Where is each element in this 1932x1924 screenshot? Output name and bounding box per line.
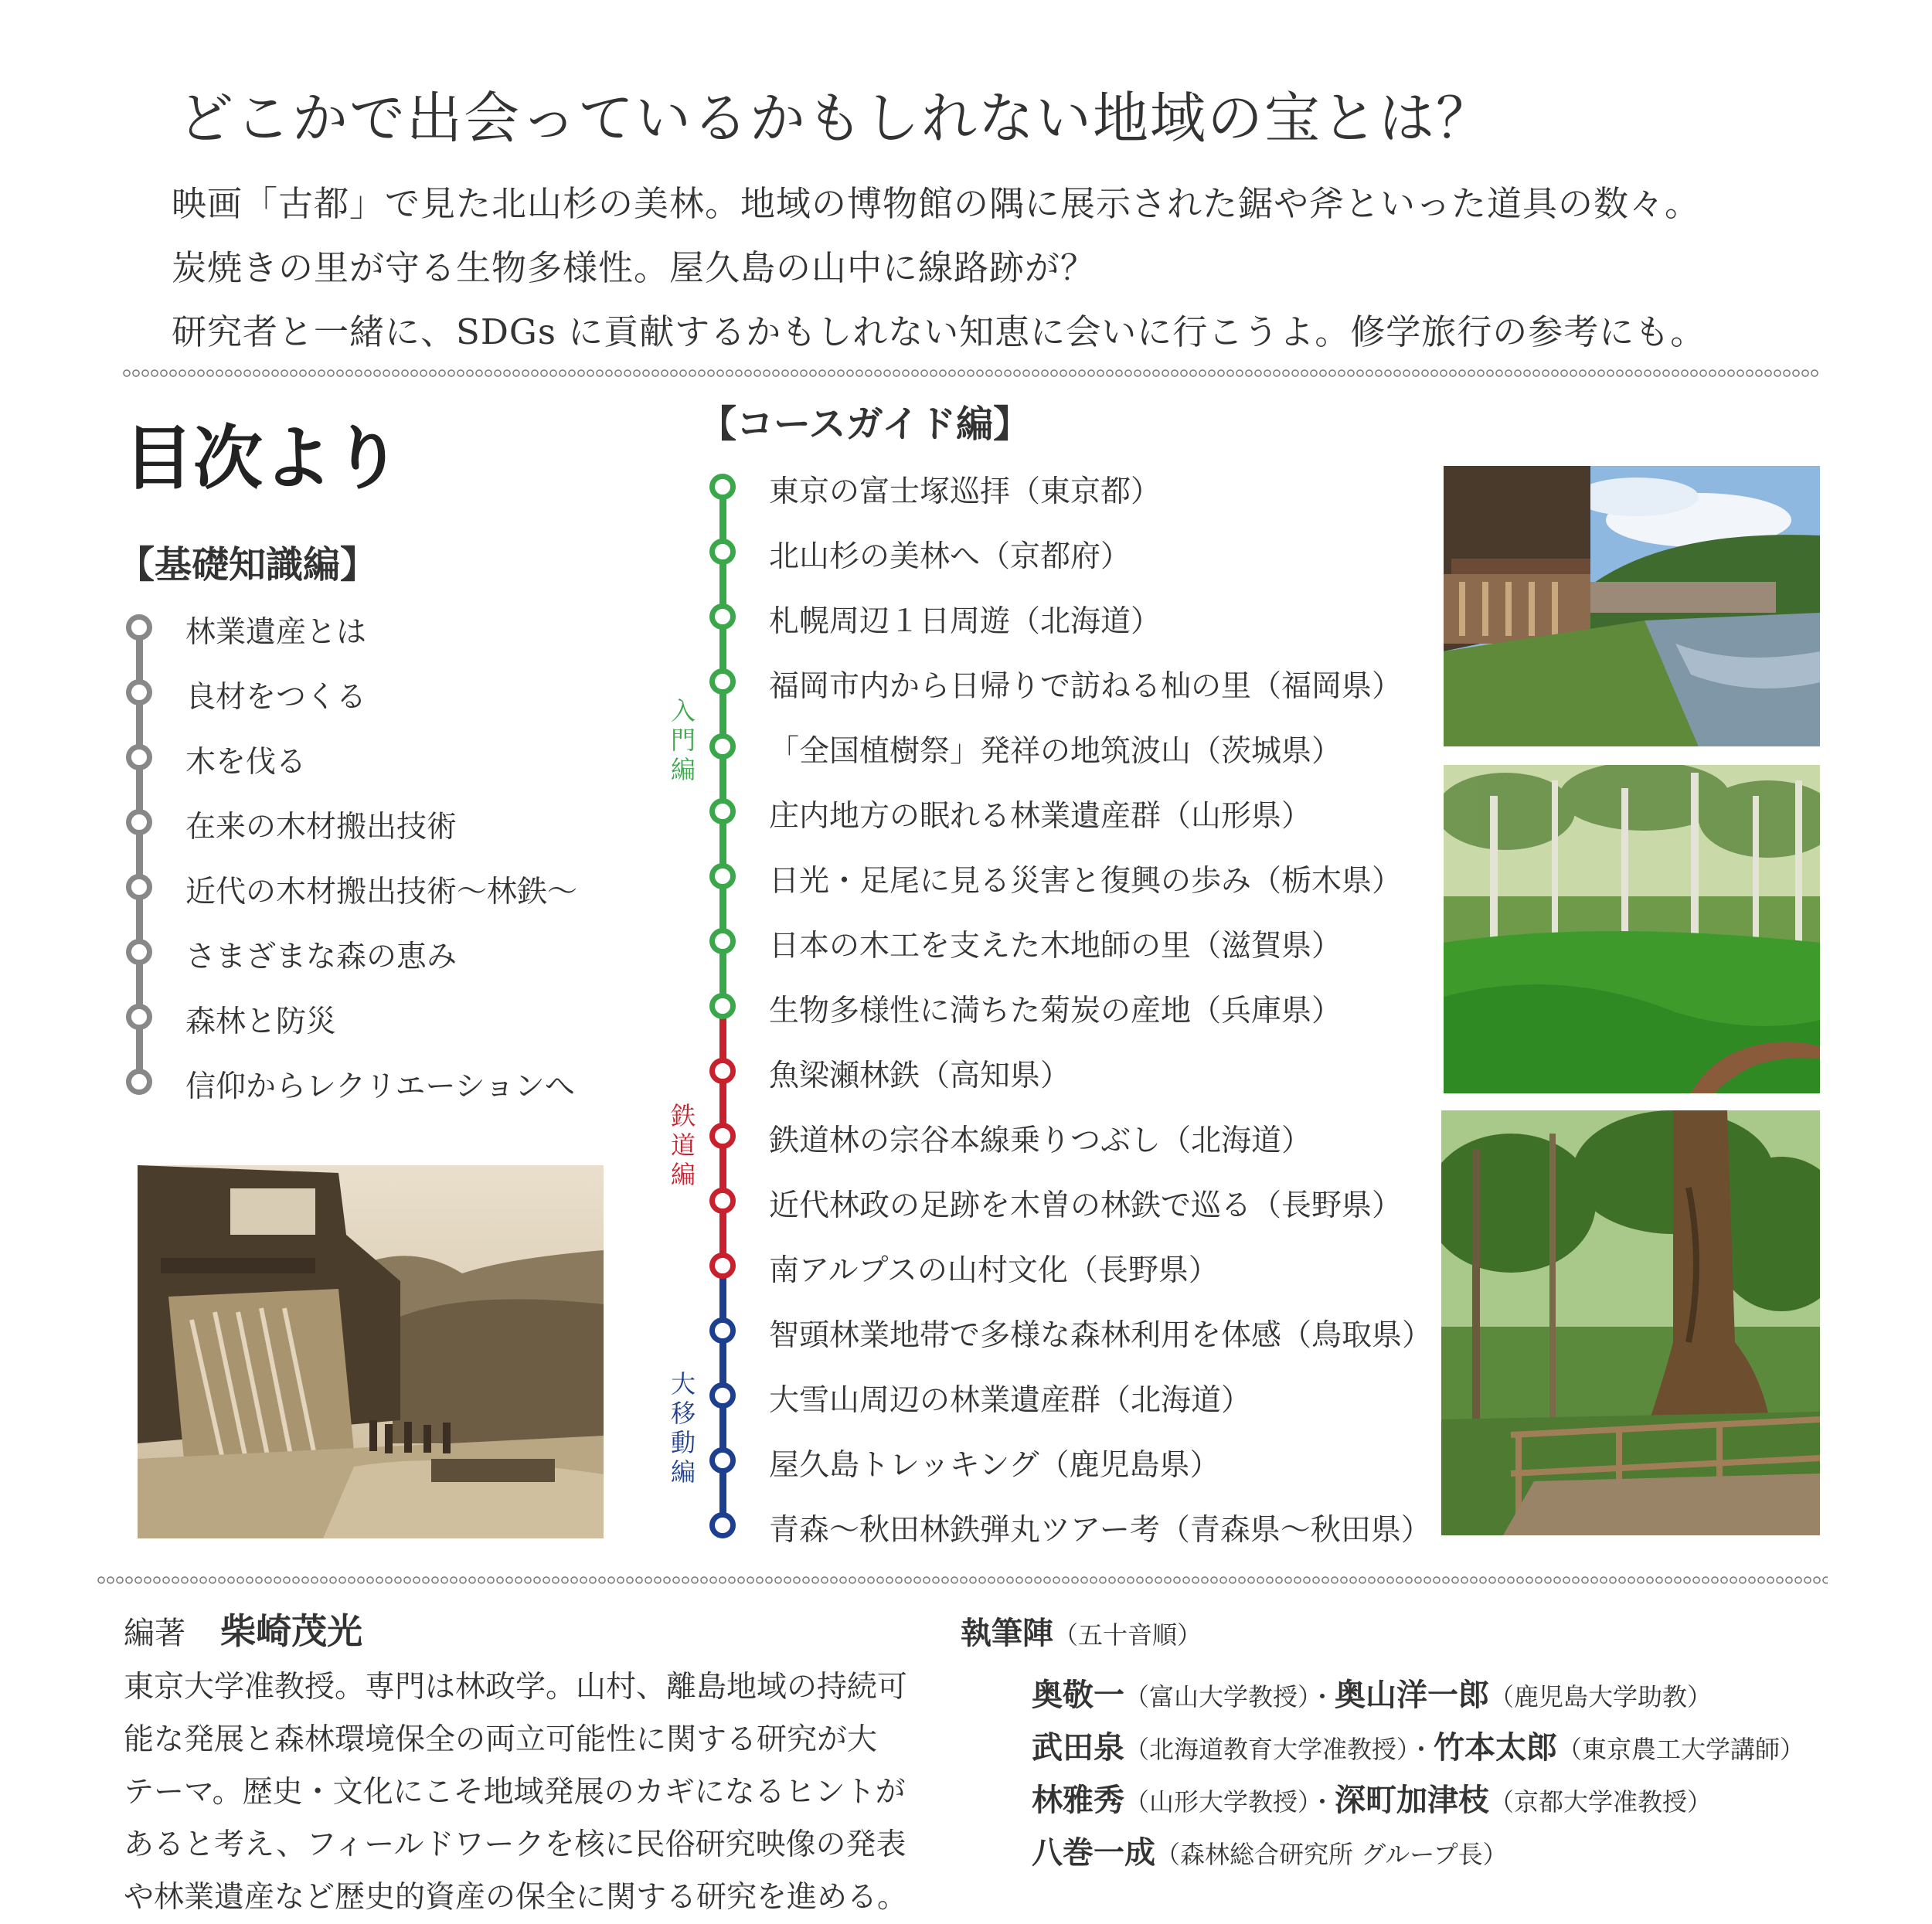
course-node xyxy=(709,1512,736,1538)
writer-row xyxy=(1032,1776,1712,1820)
headline: どこかで出会っているかもしれない地域の宝とは？ xyxy=(178,86,1494,151)
writer-name: 武田泉 xyxy=(1032,1730,1124,1766)
writer-affiliation: （森林総合研究所 グループ長） xyxy=(1155,1840,1508,1869)
course-node xyxy=(709,1447,736,1474)
historic-photo-image xyxy=(138,1165,604,1538)
writer-row xyxy=(1032,1828,1508,1872)
basics-node xyxy=(126,1004,152,1030)
basics-item: 森林と防災 xyxy=(185,1004,337,1039)
course-item: 北山杉の美林へ（京都府） xyxy=(769,539,1131,574)
course-node xyxy=(709,1382,736,1409)
course-item: 庄内地方の眠れる林業遺産群（山形県） xyxy=(769,799,1312,834)
toc-title: 目次より xyxy=(124,418,402,499)
course-item: 「全国植樹祭」発祥の地筑波山（茨城県） xyxy=(769,734,1342,769)
course-item: 近代林政の足跡を木曽の林鉄で巡る（長野県） xyxy=(769,1188,1403,1223)
basics-node xyxy=(126,809,152,835)
course-item: 鉄道林の宗谷本線乗りつぶし（北海道） xyxy=(769,1123,1312,1158)
bio-line: 能な発展と森林環境保全の両立可能性に関する研究が大 xyxy=(124,1722,878,1757)
writers-header xyxy=(961,1609,1202,1653)
course-item: 生物多様性に満ちた菊炭の産地（兵庫県） xyxy=(769,994,1342,1028)
basics-item: 在来の木材搬出技術 xyxy=(185,810,457,845)
writer-affiliation: （鹿児島大学助教） xyxy=(1489,1682,1713,1712)
course-node xyxy=(709,1123,736,1149)
bio-line: テーマ。歴史・文化にこそ地域発展のカギになるヒントが xyxy=(124,1775,906,1810)
basics-node xyxy=(126,939,152,965)
course-node xyxy=(709,993,736,1019)
label-char: 編 xyxy=(670,1160,696,1189)
divider-bottom xyxy=(97,1575,1828,1586)
label-char: 移 xyxy=(670,1399,696,1428)
course-item: 南アルプスの山村文化（長野県） xyxy=(769,1253,1219,1288)
course-node xyxy=(709,798,736,824)
writer-affiliation: （北海道教育大学准教授）・ xyxy=(1124,1735,1434,1764)
basics-heading: 【基礎知識編】 xyxy=(117,543,378,586)
course-node xyxy=(709,1253,736,1279)
village-photo-image xyxy=(1444,466,1820,746)
forest-photo-image xyxy=(1444,765,1820,1093)
course-heading: 【コースガイド編】 xyxy=(699,403,1031,446)
course-node xyxy=(709,603,736,630)
basics-node xyxy=(126,744,152,770)
course-group-label xyxy=(668,1369,699,1487)
writer-name: 奥敬一 xyxy=(1032,1678,1124,1713)
course-node xyxy=(709,668,736,695)
course-item: 魚梁瀬林鉄（高知県） xyxy=(769,1059,1071,1093)
bio-line: 東京大学准教授。専門は林政学。山村、離島地域の持続可 xyxy=(124,1670,908,1705)
course-node xyxy=(709,863,736,889)
writer-name: 奥山洋一郎 xyxy=(1335,1678,1490,1713)
basics-node xyxy=(126,679,152,705)
course-node xyxy=(709,474,736,500)
course-node xyxy=(709,539,736,565)
basics-item: 木を伐る xyxy=(185,745,307,780)
basics-item: 信仰からレクリエーションへ xyxy=(185,1069,575,1104)
editor-header xyxy=(124,1603,362,1654)
intro-line: 炭焼きの里が守る生物多様性。屋久島の山中に線路跡が？ xyxy=(172,247,1097,288)
cedar-photo xyxy=(1441,1110,1820,1535)
basics-item: さまざまな森の恵み xyxy=(185,940,457,974)
course-node xyxy=(709,1188,736,1214)
writer-name: 八巻一成 xyxy=(1032,1835,1155,1871)
label-char: 門 xyxy=(670,726,696,755)
label-char: 道 xyxy=(670,1130,696,1160)
writer-row xyxy=(1032,1723,1804,1767)
editor-name: 柴崎茂光 xyxy=(220,1610,363,1652)
divider-top xyxy=(122,368,1818,379)
historic-photo xyxy=(138,1165,604,1538)
course-item: 青森～秋田林鉄弾丸ツアー考（青森県～秋田県） xyxy=(769,1513,1431,1548)
writers-label: 執筆陣 xyxy=(961,1616,1053,1651)
course-node xyxy=(709,928,736,954)
course-item: 札幌周辺１日周遊（北海道） xyxy=(769,604,1162,639)
writer-name: 竹本太郎 xyxy=(1434,1730,1558,1766)
course-item: 福岡市内から日帰りで訪ねる杣の里（福岡県） xyxy=(769,669,1403,704)
writers-note: （五十音順） xyxy=(1053,1620,1202,1650)
course-item: 日本の木工を支えた木地師の里（滋賀県） xyxy=(769,929,1342,964)
course-node xyxy=(709,733,736,760)
editor-bio xyxy=(124,1661,907,1924)
course-group-label xyxy=(668,1101,699,1189)
basics-item: 林業遺産とは xyxy=(185,615,367,650)
label-char: 編 xyxy=(670,755,696,784)
basics-node xyxy=(126,1069,152,1095)
basics-item: 近代の木材搬出技術～林鉄～ xyxy=(185,875,578,909)
writer-name: 林雅秀 xyxy=(1032,1783,1124,1818)
label-char: 動 xyxy=(670,1428,696,1457)
course-node xyxy=(709,1058,736,1084)
writer-affiliation: （富山大学教授）・ xyxy=(1124,1682,1335,1712)
basics-node xyxy=(126,614,152,641)
course-group-label xyxy=(668,696,699,784)
intro-line: 映画「古都」で見た北山杉の美林。地域の博物館の隅に展示された鋸や斧といった道具の数々。 xyxy=(172,183,1701,224)
course-item: 屋久島トレッキング（鹿児島県） xyxy=(769,1448,1220,1483)
course-item: 大雪山周辺の林業遺産群（北海道） xyxy=(769,1383,1252,1418)
label-char: 編 xyxy=(670,1457,696,1487)
label-char: 大 xyxy=(670,1369,696,1399)
course-item: 東京の富士塚巡拝（東京都） xyxy=(769,474,1162,509)
writer-affiliation: （山形大学教授）・ xyxy=(1124,1787,1335,1817)
forest-photo xyxy=(1444,765,1820,1093)
writer-name: 深町加津枝 xyxy=(1335,1783,1490,1818)
intro-line: 研究者と一緒に、SDGs に貢献するかもしれない知恵に会いに行こうよ。修学旅行の参考にも。 xyxy=(172,311,1706,352)
bio-line: や林業遺産など歴史的資産の保全に関する研究を進める。 xyxy=(124,1880,908,1915)
cedar-photo-image xyxy=(1441,1110,1820,1535)
course-item: 智頭林業地帯で多様な森林利用を体感（鳥取県） xyxy=(769,1318,1433,1353)
label-char: 鉄 xyxy=(670,1101,696,1130)
bio-line: あると考え、フィールドワークを核に民俗研究映像の発表 xyxy=(124,1827,906,1862)
intro-text xyxy=(172,172,1706,364)
editor-label: 編著 xyxy=(124,1616,185,1651)
label-char: 入 xyxy=(670,696,696,726)
course-item: 日光・足尾に見る災害と復興の歩み（栃木県） xyxy=(769,864,1403,899)
village-photo xyxy=(1444,466,1820,746)
course-node xyxy=(709,1317,736,1344)
basics-node xyxy=(126,874,152,900)
basics-item: 良材をつくる xyxy=(185,680,367,715)
writer-affiliation: （京都大学准教授） xyxy=(1489,1787,1713,1817)
writer-affiliation: （東京農工大学講師） xyxy=(1557,1735,1805,1764)
writer-row xyxy=(1032,1671,1712,1715)
